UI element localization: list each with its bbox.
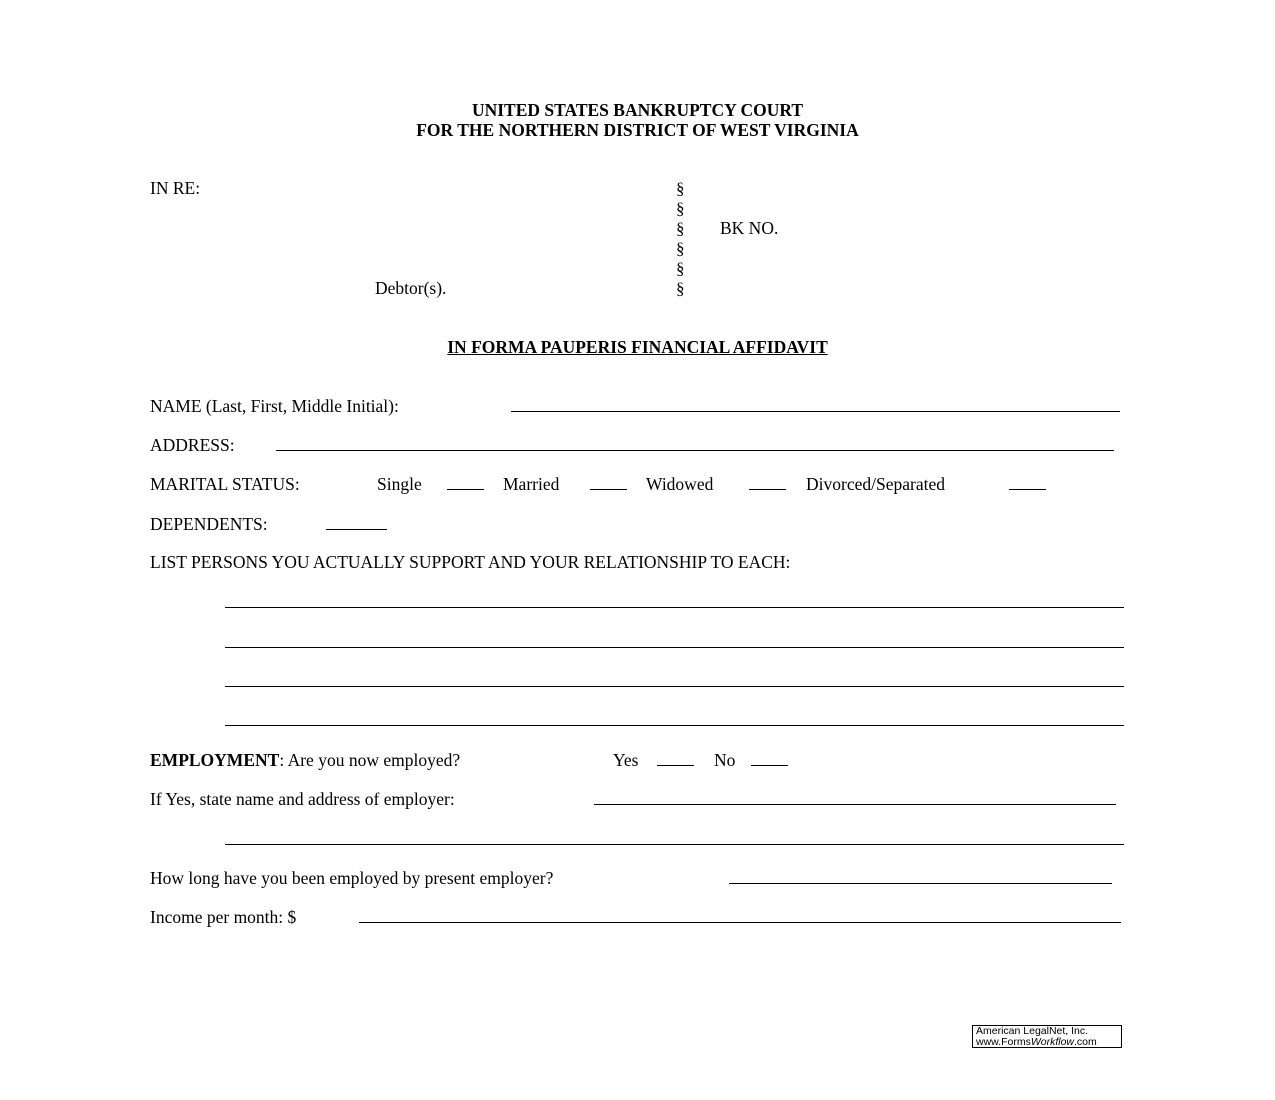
- address-label: ADDRESS:: [150, 435, 235, 455]
- income-field[interactable]: [359, 922, 1121, 923]
- name-label: NAME (Last, First, Middle Initial):: [150, 396, 399, 416]
- support-line-3[interactable]: [225, 686, 1124, 687]
- employment-no-field[interactable]: [751, 765, 788, 766]
- section-symbol: §: [676, 239, 685, 258]
- marital-status-label: MARITAL STATUS:: [150, 474, 300, 494]
- employment-label: EMPLOYMENT: [150, 750, 280, 770]
- employment-yes-label: Yes: [613, 750, 639, 770]
- footer-publisher-box: [972, 1025, 1122, 1048]
- bk-no-label: BK NO.: [720, 218, 779, 238]
- section-symbol: §: [676, 259, 685, 278]
- marital-option-widowed-label: Widowed: [646, 474, 714, 494]
- court-district: FOR THE NORTHERN DISTRICT OF WEST VIRGINIA: [416, 120, 859, 140]
- employment-question-text: : Are you now employed?: [279, 750, 461, 770]
- employment-length-label: How long have you been employed by present employer?: [150, 868, 554, 888]
- address-field[interactable]: [276, 450, 1114, 451]
- employment-no-label: No: [714, 750, 736, 770]
- employer-label: If Yes, state name and address of employer:: [150, 789, 455, 809]
- court-name: UNITED STATES BANKRUPTCY COURT: [471, 100, 804, 120]
- in-re-label: IN RE:: [150, 178, 201, 198]
- support-line-2[interactable]: [225, 647, 1124, 648]
- employer-field-line2[interactable]: [225, 844, 1124, 845]
- debtors-label: Debtor(s).: [375, 278, 447, 298]
- dependents-field[interactable]: [326, 529, 387, 530]
- section-symbol: §: [676, 279, 685, 298]
- employment-length-field[interactable]: [729, 883, 1112, 884]
- marital-widowed-field[interactable]: [749, 489, 786, 490]
- employment-question: [150, 750, 460, 770]
- marital-married-field[interactable]: [590, 489, 627, 490]
- section-symbol: §: [676, 179, 685, 198]
- employer-field-line1[interactable]: [594, 804, 1116, 805]
- section-symbol: §: [676, 199, 685, 218]
- name-field[interactable]: [511, 411, 1120, 412]
- footer-url: www.FormsWorkflow.com: [976, 1036, 1097, 1048]
- income-label: Income per month: $: [150, 907, 297, 927]
- employment-yes-field[interactable]: [657, 765, 694, 766]
- section-symbol: §: [676, 219, 685, 238]
- marital-option-divorced-label: Divorced/Separated: [806, 474, 945, 494]
- marital-option-single-label: Single: [377, 474, 422, 494]
- marital-divorced-field[interactable]: [1009, 489, 1046, 490]
- marital-single-field[interactable]: [447, 489, 484, 490]
- support-line-4[interactable]: [225, 725, 1124, 726]
- support-list-label: LIST PERSONS YOU ACTUALLY SUPPORT AND YOUR RELATIONSHIP TO EACH:: [150, 552, 791, 572]
- document-title: IN FORMA PAUPERIS FINANCIAL AFFIDAVIT: [447, 337, 828, 357]
- marital-option-married-label: Married: [503, 474, 560, 494]
- dependents-label: DEPENDENTS:: [150, 514, 268, 534]
- footer-company: American LegalNet, Inc.: [976, 1025, 1089, 1037]
- support-line-1[interactable]: [225, 607, 1124, 608]
